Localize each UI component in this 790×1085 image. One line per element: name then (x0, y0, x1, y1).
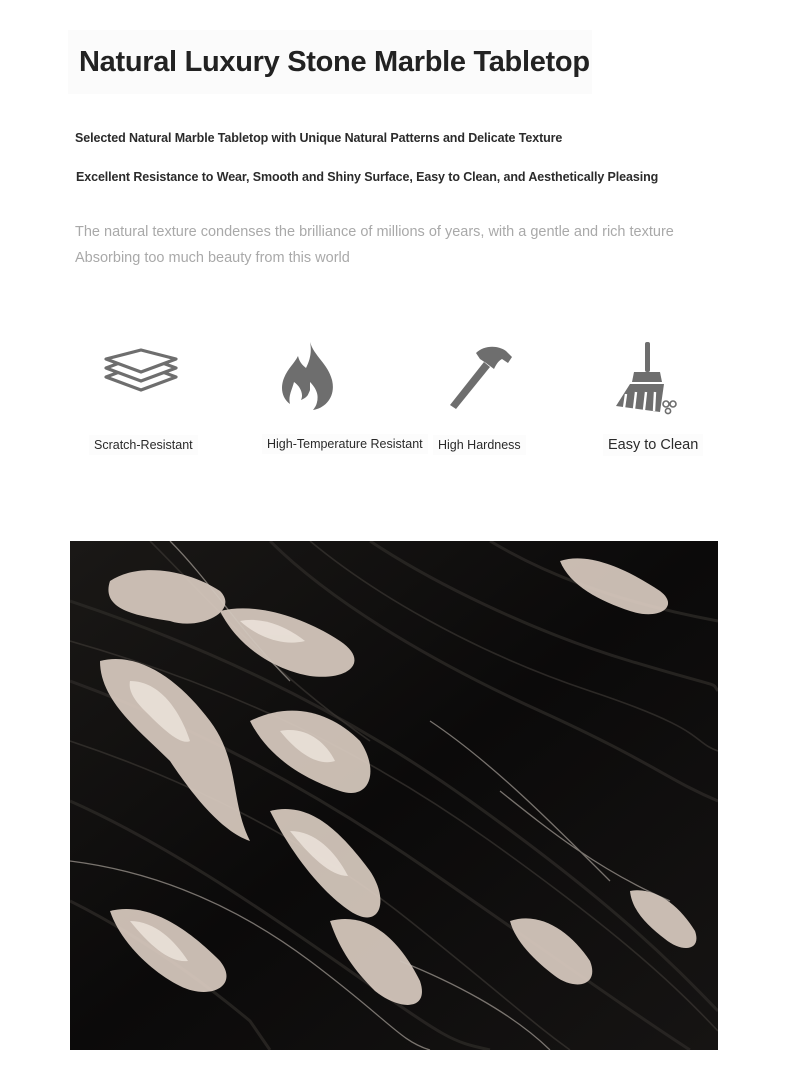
marble-texture-image (70, 541, 718, 1050)
feature-label-hardness: High Hardness (433, 435, 526, 455)
title-banner (68, 30, 592, 94)
flame-icon (280, 342, 338, 410)
layers-icon (103, 348, 179, 408)
description-line-1: The natural texture condenses the brilliance of millions of years, with a gentle and rich texture (75, 224, 674, 240)
subtitle-resistance: Excellent Resistance to Wear, Smooth and Shiny Surface, Easy to Clean, and Aesthetically Pleasing (76, 170, 659, 184)
subtitle-patterns: Selected Natural Marble Tabletop with Unique Natural Patterns and Delicate Texture (75, 131, 563, 145)
marble-photo (70, 541, 718, 1050)
feature-label-clean: Easy to Clean (603, 434, 703, 456)
description-line-2: Absorbing too much beauty from this world (75, 250, 350, 266)
broom-icon (612, 342, 678, 416)
feature-label-temperature: High-Temperature Resistant (262, 434, 428, 454)
feature-label-scratch: Scratch-Resistant (89, 435, 198, 455)
hammer-icon (446, 345, 514, 409)
page-title: Natural Luxury Stone Marble Tabletop (79, 45, 590, 78)
